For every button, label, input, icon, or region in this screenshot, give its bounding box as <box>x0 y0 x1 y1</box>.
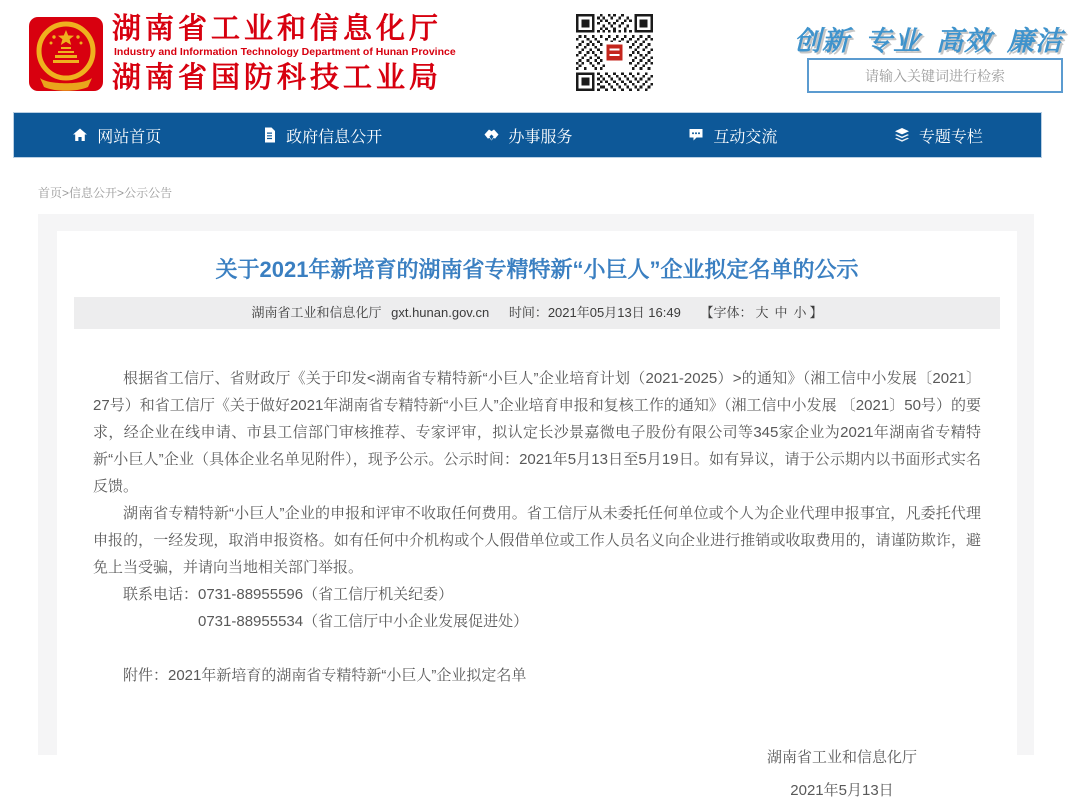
breadcrumb-item-info[interactable]: 信息公开 <box>69 186 118 200</box>
site-search <box>807 58 1063 93</box>
breadcrumb-item-announcements[interactable]: 公示公告 <box>124 186 173 200</box>
nav-item-label: 政府信息公开 <box>286 128 383 146</box>
nav-item-special-topics[interactable] <box>836 113 1041 157</box>
qr-code-icon <box>576 14 653 91</box>
nav-item-home[interactable] <box>14 113 219 157</box>
signature-org: 湖南省工业和信息化厅 <box>766 749 917 766</box>
nav-item-services[interactable] <box>425 113 630 157</box>
main-nav <box>13 112 1042 158</box>
article-paragraph: 湖南省专精特新“小巨人”企业的申报和评审不收取任何费用。省工信厅从未委托任何单位或个人为企业代理申报事宜，凡委托代理申报的，一经发现，取消申报资格。如有任何中介机构或个人假借单位或工作人员名义向企业进行推销或收取费用的，请谨防欺诈，避免上当受骗，并请向当地相关部门举报。 <box>93 505 981 576</box>
article-source: 湖南省工业和信息化厅 <box>251 305 382 320</box>
org-title-cn-1: 湖南省工业和信息化厅 <box>112 13 443 45</box>
site-logo-titles <box>112 13 456 95</box>
content-panel <box>38 214 1034 799</box>
org-title-cn-2: 湖南省国防科技工业局 <box>112 62 443 94</box>
chat-icon <box>688 127 704 143</box>
slogan-word: 廉洁 <box>1007 26 1063 56</box>
article-title: 关于2021年新培育的湖南省专精特新“小巨人”企业拟定名单的公示 <box>215 257 859 282</box>
org-subtitle-en: Industry and Information Technology Department of Hunan Province <box>114 46 456 58</box>
font-size-large[interactable]: 大 <box>755 305 769 320</box>
signature-date: 2021年5月13日 <box>790 782 894 799</box>
contact-phone-line-2: 0731-88955534（省工信厅中小企业发展促进处） <box>198 613 529 630</box>
font-size-small[interactable]: 小 <box>793 305 807 320</box>
signature-block <box>93 741 981 807</box>
handshake-icon <box>483 127 500 143</box>
nav-item-interaction[interactable] <box>630 113 835 157</box>
contact-phone-line-1: 联系电话：0731-88955596（省工信厅机关纪委） <box>123 586 454 603</box>
breadcrumb <box>38 184 172 201</box>
nav-item-label: 办事服务 <box>508 128 573 146</box>
nav-item-label: 专题专栏 <box>918 128 983 146</box>
article-source-site: gxt.hunan.gov.cn <box>391 305 490 320</box>
breadcrumb-separator: > <box>117 186 125 200</box>
slogan-banner <box>794 19 1063 58</box>
font-size-label: 【字体： <box>700 305 753 320</box>
nav-item-label: 互动交流 <box>713 128 778 146</box>
layers-icon <box>894 127 910 143</box>
slogan-word: 高效 <box>936 26 992 56</box>
document-icon <box>262 127 277 143</box>
attachment-line: 附件：2021年新培育的湖南省专精特新“小巨人”企业拟定名单 <box>123 667 527 684</box>
article-card <box>57 231 1017 799</box>
article-meta-bar <box>74 297 1000 329</box>
slogan-word: 创新 <box>794 26 850 56</box>
article-time: 2021年05月13日 16:49 <box>547 305 681 320</box>
nav-item-label: 网站首页 <box>97 128 162 146</box>
article-body <box>93 365 981 807</box>
article-time-label: 时间： <box>508 305 548 320</box>
slogan-word: 专业 <box>865 26 921 56</box>
breadcrumb-separator: > <box>62 186 70 200</box>
home-icon <box>72 127 88 143</box>
china-national-emblem-icon <box>28 16 104 92</box>
font-size-label-close: 】 <box>809 305 823 320</box>
article-paragraph: 根据省工信厅、省财政厅《关于印发<湖南省专精特新“小巨人”企业培育计划（2021-2025）>的通知》（湘工信中小发展〔2021〕27号）和省工信厅《关于做好2021年湖南省专精特新“小巨人”企业培育申报和复核工作的通知》（湘工信中小发展 〔2021〕50号）的要求，经企业在线申请、市县工信部门审核推荐、专家评审，拟认定长沙景嘉微电子股份有限公司等345家企业为2021年湖南省专精特新“小巨人”企业（具体企业名单见附件），现予公示。公示时间：2021年5月13日至5月19日。如有异议，请于公示期内以书面形式实名反馈。 <box>93 370 981 495</box>
site-header <box>0 0 1080 112</box>
font-size-medium[interactable]: 中 <box>774 305 788 320</box>
nav-item-gov-info[interactable] <box>219 113 424 157</box>
breadcrumb-item-home[interactable]: 首页 <box>38 186 63 200</box>
search-input[interactable] <box>807 58 1063 93</box>
